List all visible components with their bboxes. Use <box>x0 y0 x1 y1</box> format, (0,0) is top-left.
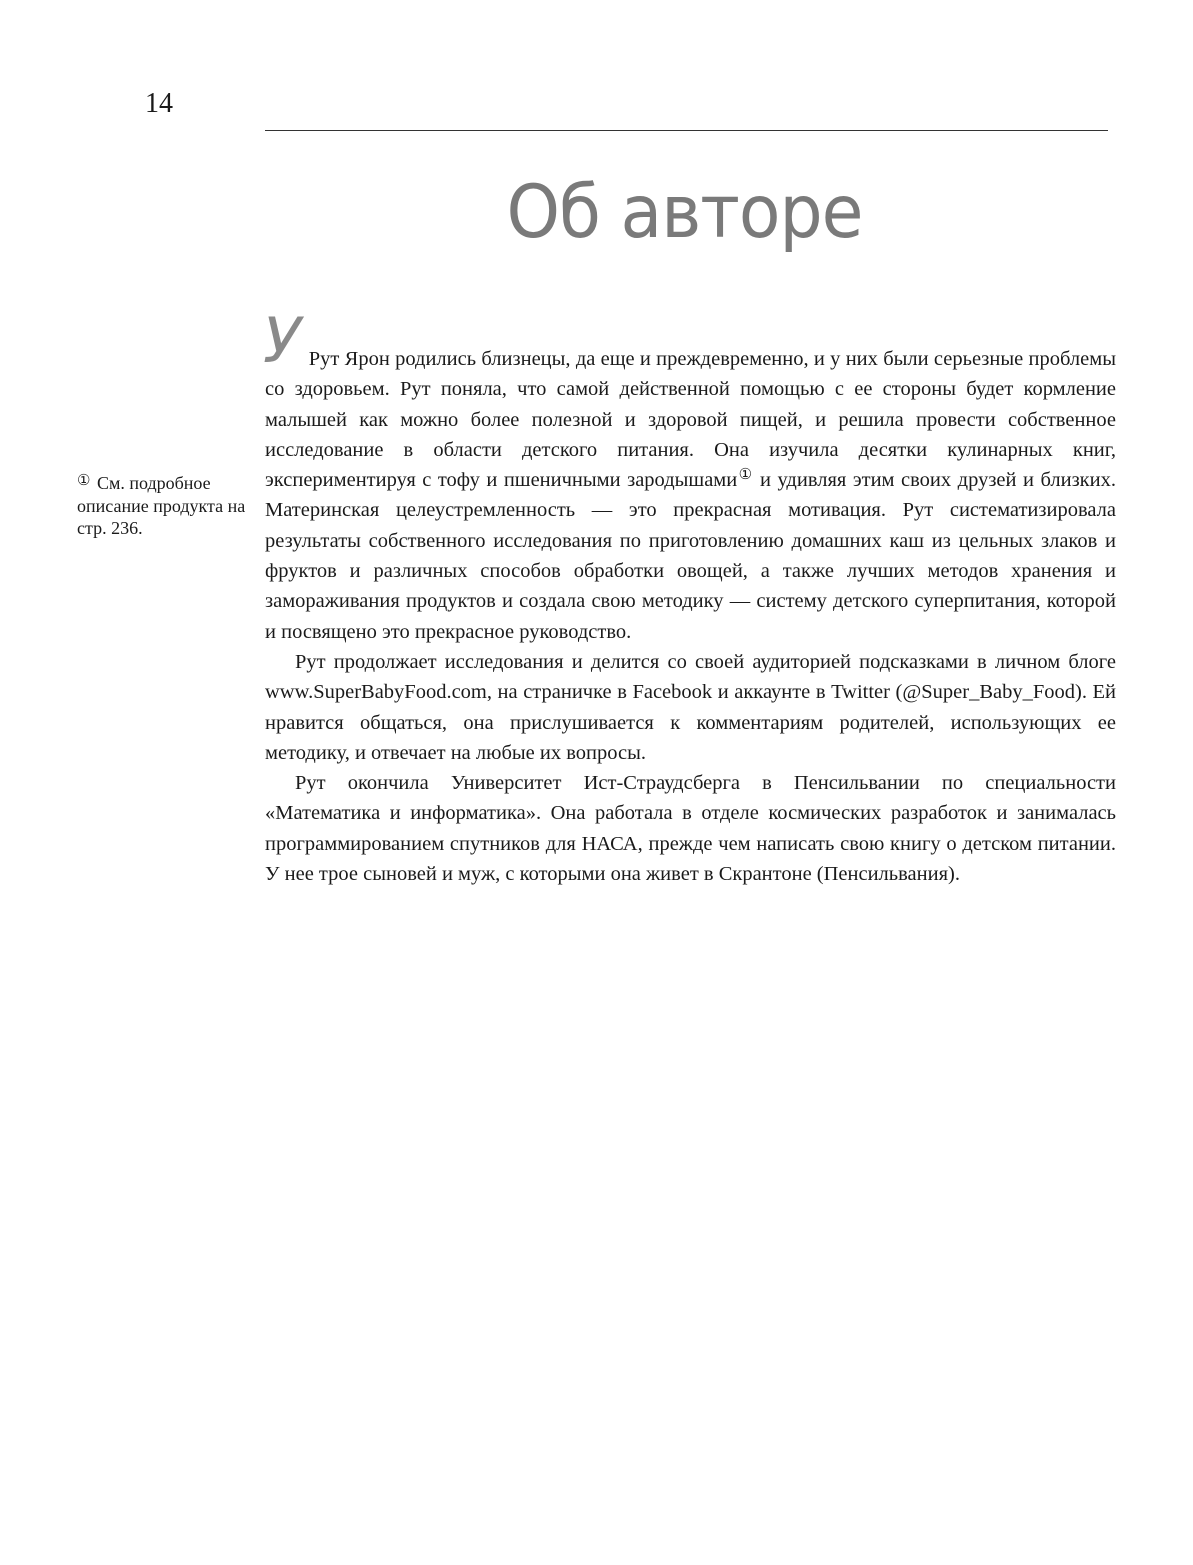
article-body <box>263 304 1116 889</box>
footnote <box>77 470 247 540</box>
paragraph-2: Рут продолжает исследования и делится со своей аудиторией подсказками в личном блоге www.SuperBabyFood.com, на страничке в Facebook и аккаунте в Twitter (@Super_Baby_Food). Ей нравится общаться, она прислушивается к комментариям родителей, использующих ее методику, и отвечает на любые их вопросы. <box>265 650 1116 764</box>
page-title: Об авторе <box>506 170 863 256</box>
paragraph-3: Рут окончила Университет Ист-Страудсберга в Пенсильвании по специальности «Математика и информатика». Она работала в отделе космических разработок и занималась программированием спутников для НАСА, прежде чем написать свою книгу о детском питании. У нее трое сыновей и муж, с которыми она живет в Скрантоне (Пенсильвания). <box>265 772 1116 886</box>
drop-cap: У <box>263 304 301 377</box>
paragraph-1-text-b: и удивляя этим своих друзей и близких. Материнская целеустремленность — это прекрасная мотивация. Рут систематизировала результаты собственного исследования по приготовлению домашних каш из цельных злаков и фруктов и различных способов обработки овощей, а также лучших методов хранения и замораживания продуктов и создала свою методику — систему детского суперпитания, которой и посвящено это прекрасное руководство. <box>265 469 1116 643</box>
footnote-reference: ① <box>737 467 754 484</box>
footnote-marker: ① <box>77 473 91 489</box>
header-rule <box>265 130 1108 131</box>
paragraph-1-text-a: Рут Ярон родились близнецы, да еще и преждевременно, и у них были серьезные проблемы со здоровьем. Рут поняла, что самой действенной помощью с ее стороны будет кормление малышей как можно более полезной и здоровой пищей, и решила провести собственное исследование в области детского питания. Она изучила десятки кулинарных книг, экспериментируя с тофу и пшеничными зародышами <box>265 348 1116 492</box>
paragraph-1 <box>263 304 1116 647</box>
page-number: 14 <box>145 88 173 119</box>
footnote-text: См. подробное описание продукта на стр. 236. <box>77 473 246 538</box>
